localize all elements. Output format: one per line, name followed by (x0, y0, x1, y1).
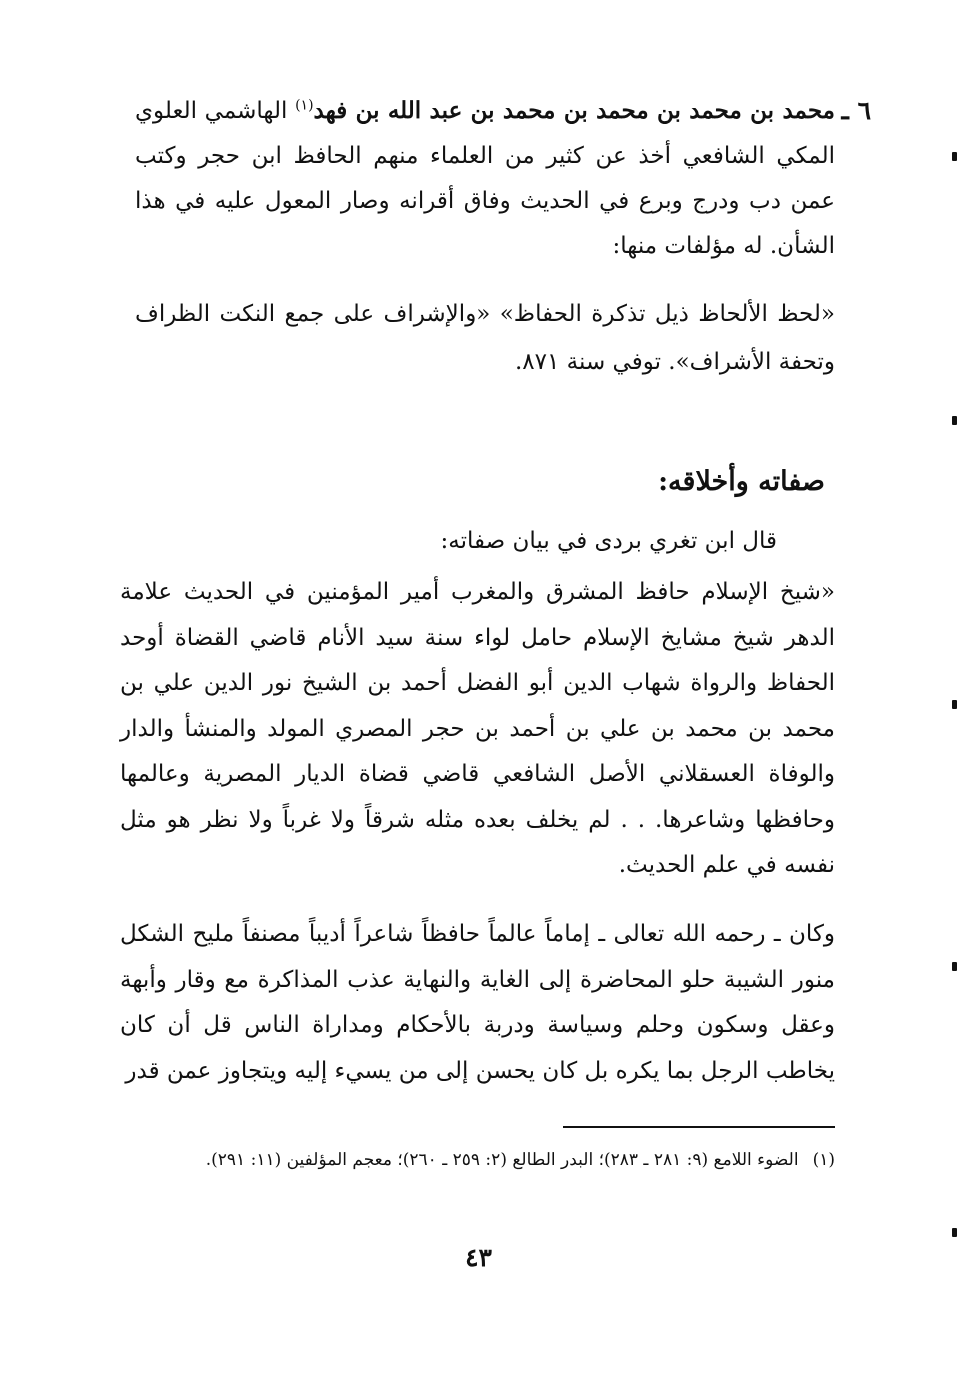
margin-mark (952, 962, 957, 971)
section-heading: صفاته وأخلاقه: (658, 466, 825, 497)
section-intro: قال ابن تغري بردى في بيان صفاته: (440, 528, 777, 554)
entry-body (135, 88, 835, 269)
page-number: ٤٣ (465, 1243, 492, 1272)
footnote-text: الضوء اللامع (٩: ٢٨١ ـ ٢٨٣)؛ البدر الطالع (٢: ٢٥٩ ـ ٢٦٠)؛ معجم المؤلفين (١١: ٢٩١). (205, 1150, 799, 1170)
entry-text: الهاشمي العلوي المكي الشافعي أخذ عن كثير من العلماء منهم الحافظ ابن حجر وكتب عمن دب ودرج وبرع في الحديث وفاق أقرانه وصار المعول عليه في هذا الشأن. له مؤلفات منها: (135, 98, 835, 259)
entry-works: «لحظ الألحاظ ذيل تذكرة الحفاظ» «والإشراف على جمع النكت الظراف وتحفة الأشراف». توفي سنة ٨٧١. (135, 301, 835, 375)
entry-name: محمد بن محمد بن محمد بن محمد بن عبد الله بن فهد (313, 97, 835, 124)
description-paragraph: وكان ـ رحمه الله تعالى ـ إماماً عالماً حافظاً شاعراً أديباً مصنفاً مليح الشكل منور الشيبة حلو المحاضرة إلى الغاية والنهاية عذب المذاكرة مع وقار وأبهة وعقل وسكون وحلم وسياسة ودربة بالأحكام ومداراة الناس قل أن كان يخاطب الرجل بما يكره بل كان يحسن إلى من يسيء إليه ويتجاوز عمن قدر (120, 921, 835, 1084)
footnote-divider (563, 1126, 835, 1128)
footnote (120, 1146, 835, 1174)
margin-mark (952, 700, 957, 709)
entry-number: ٦ ـ (841, 96, 871, 125)
footnote-marker: (١) (812, 1150, 835, 1170)
margin-mark (952, 416, 957, 425)
footnote-reference[interactable]: (١) (295, 97, 314, 114)
margin-mark (952, 152, 957, 161)
quotation-paragraph: «شيخ الإسلام حافظ المشرق والمغرب أمير المؤمنين في الحديث علامة الدهر شيخ مشايخ الإسلام حامل لواء سنة سيد الأنام قاضي القضاة أوحد الحفاظ والرواة شهاب الدين أبو الفضل أحمد بن الشيخ نور الدين علي بن محمد بن محمد بن علي بن أحمد بن حجر المصري المولد والمنشأ والدار والوفاة العسقلاني الأصل الشافعي قاضي قضاة الديار المصرية وعالمها وحافظها وشاعرها. . . لم يخلف بعده مثله شرقاً ولا غرباً ولا نظر هو مثل نفسه في علم الحديث. (120, 579, 835, 878)
biography-entry (135, 88, 871, 269)
margin-mark (952, 1228, 957, 1237)
